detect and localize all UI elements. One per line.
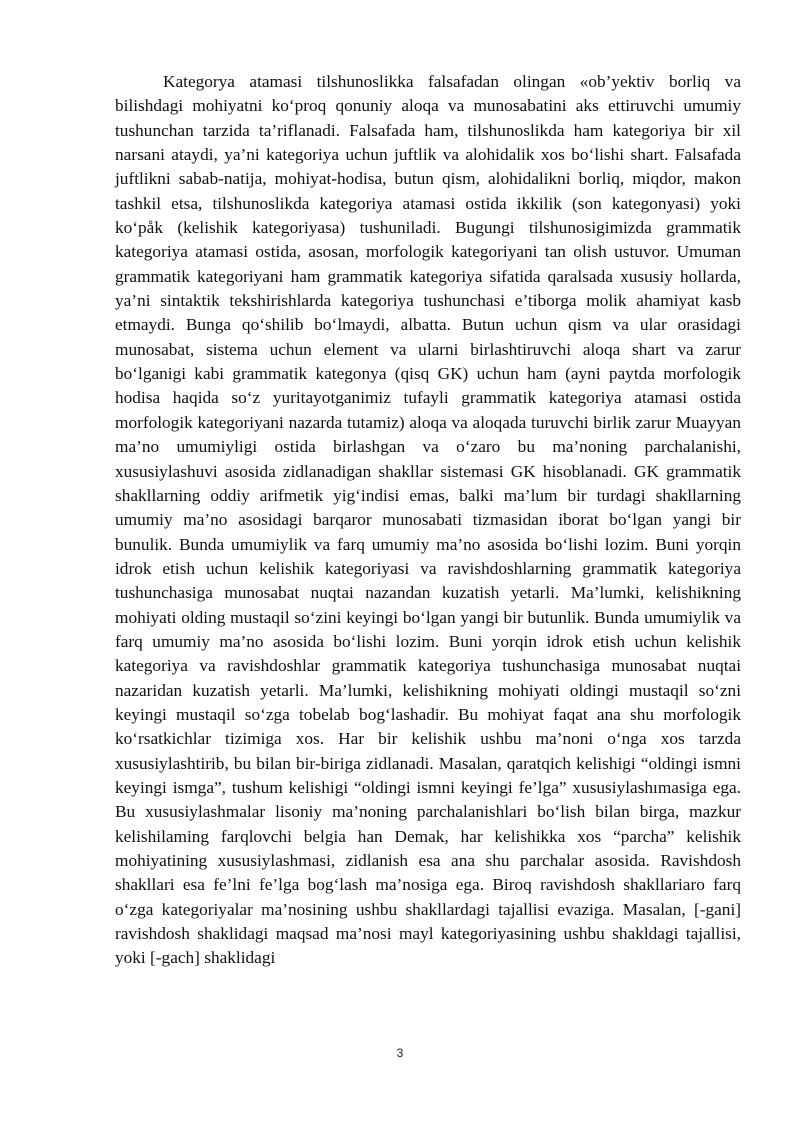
document-page	[115, 70, 741, 971]
body-paragraph: Kategorya atamasi tilshunoslikka falsafadan olingan «ob’yektiv borliq va bilishdagi mohiyatni ko‘proq qonuniy aloqa va munosabatini aks ettiruvchi umumiy tushunchan tarzida ta’riflanadi. Falsafada ham, tilshunoslikda ham kategoriya bir xil narsani ataydi, ya’ni kategoriya uchun juftlik va alohidalik xos bo‘lishi shart. Falsafada juftlikni sabab-natija, mohiyat-hodisa, butun qism, alohidalikni borliq, miqdor, makon tashkil etsa, tilshunoslikda kategoriya atamasi ostida ikkilik (son kategonyasi) yoki ko‘påk (kelishik kategoriyasa) tushuniladi. Bugungi tilshunosigimizda grammatik kategoriya atamasi ostida, asosan, morfologik kategoriyani tan olish ustuvor. Umuman grammatik kategoriyani ham grammatik kategoriya sifatida qaralsada xususiy hollarda, ya’ni sintaktik tekshirishlarda kategoriya tushunchasi e’tiborga molik ahamiyat kasb etmaydi. Bunga qo‘shilib bo‘lmaydi, albatta. Butun uchun qism va ular orasidagi munosabat, sistema uchun element va ularni birlashtiruvchi aloqa shart va zarur bo‘lganigi kabi grammatik kategonya (qisq GK) uchun ham (ayni paytda morfologik hodisa haqida so‘z yuritayotganimiz tufayli grammatik kategoriya atamasi ostida morfologik kategoriyani nazarda tutamiz) aloqa va aloqada turuvchi birlik zarur Muayyan ma’no umumiyligi ostida birlashgan va o‘zaro bu ma’noning parchalanishi, xususiylashuvi asosida zidlanadigan shakllar sistemasi GK hisoblanadi. GK grammatik shakllarning oddiy arifmetik yig‘indisi emas, balki ma’lum bir turdagi shakllarning umumiy ma’no asosidagi barqaror munosabati tizmasidan iborat bo‘lgan yangi bir bunulik. Bunda umumiylik va farq umumiy ma’no asosida bo‘lishi lozim. Buni yorqin idrok etish uchun kelishik kategoriyasi va ravishdoshlarning grammatik kategoriya tushunchasiga munosabat nuqtai nazandan kuzatish yetarli. Ma’lumki, kelishikning mohiyati olding mustaqil so‘zini keyingi bo‘lgan yangi bir butunlik. Bunda umumiylik va farq umumiy ma’no asosida bo‘lishi lozim. Buni yorqin idrok etish uchun kelishik kategoriya va ravishdoshlar grammatik kategoriya tushunchasiga munosabat nuqtai nazaridan kuzatish yetarli. Ma’lumki, kelishikning mohiyati oldingi mustaqil so‘zni keyingi mustaqil so‘zga tobelab bog‘lashadir. Bu mohiyat faqat ana shu morfologik ko‘rsatkichlar tizimiga xos. Har bir kelishik ushbu ma’noni o‘nga xos tarzda xususiylashtirib, bu bilan bir-biriga zidlanadi. Masalan, qaratqich kelishigi “oldingi ismni keyingi ismga”, tushum kelishigi “oldingi ismni keyingi fe’lga” xususiylashımasiga ega. Bu xususiylashmalar lisoniy ma’noning parchalanishlari bo‘lish bilan birga, mazkur kelishilaming farqlovchi belgia han Demak, har kelishikka xos “parcha” kelishik mohiyatining xususiylashmasi, zidlanish esa ana shu parchalar asosida. Ravishdosh shakllari esa fe’lni fe’lga bog‘lash ma’nosiga ega. Biroq ravishdosh shakllariaro farq o‘zga kategoriyalar ma’nosining ushbu shakllardagi tajallisi evaziga. Masalan, [-gani] ravishdosh shaklidagi maqsad ma’nosi mayl kategoriyasining ushbu shakldagi tajallisi, yoki [-gach] shaklidagi	[115, 72, 741, 968]
page-number: 3	[396, 1046, 404, 1060]
